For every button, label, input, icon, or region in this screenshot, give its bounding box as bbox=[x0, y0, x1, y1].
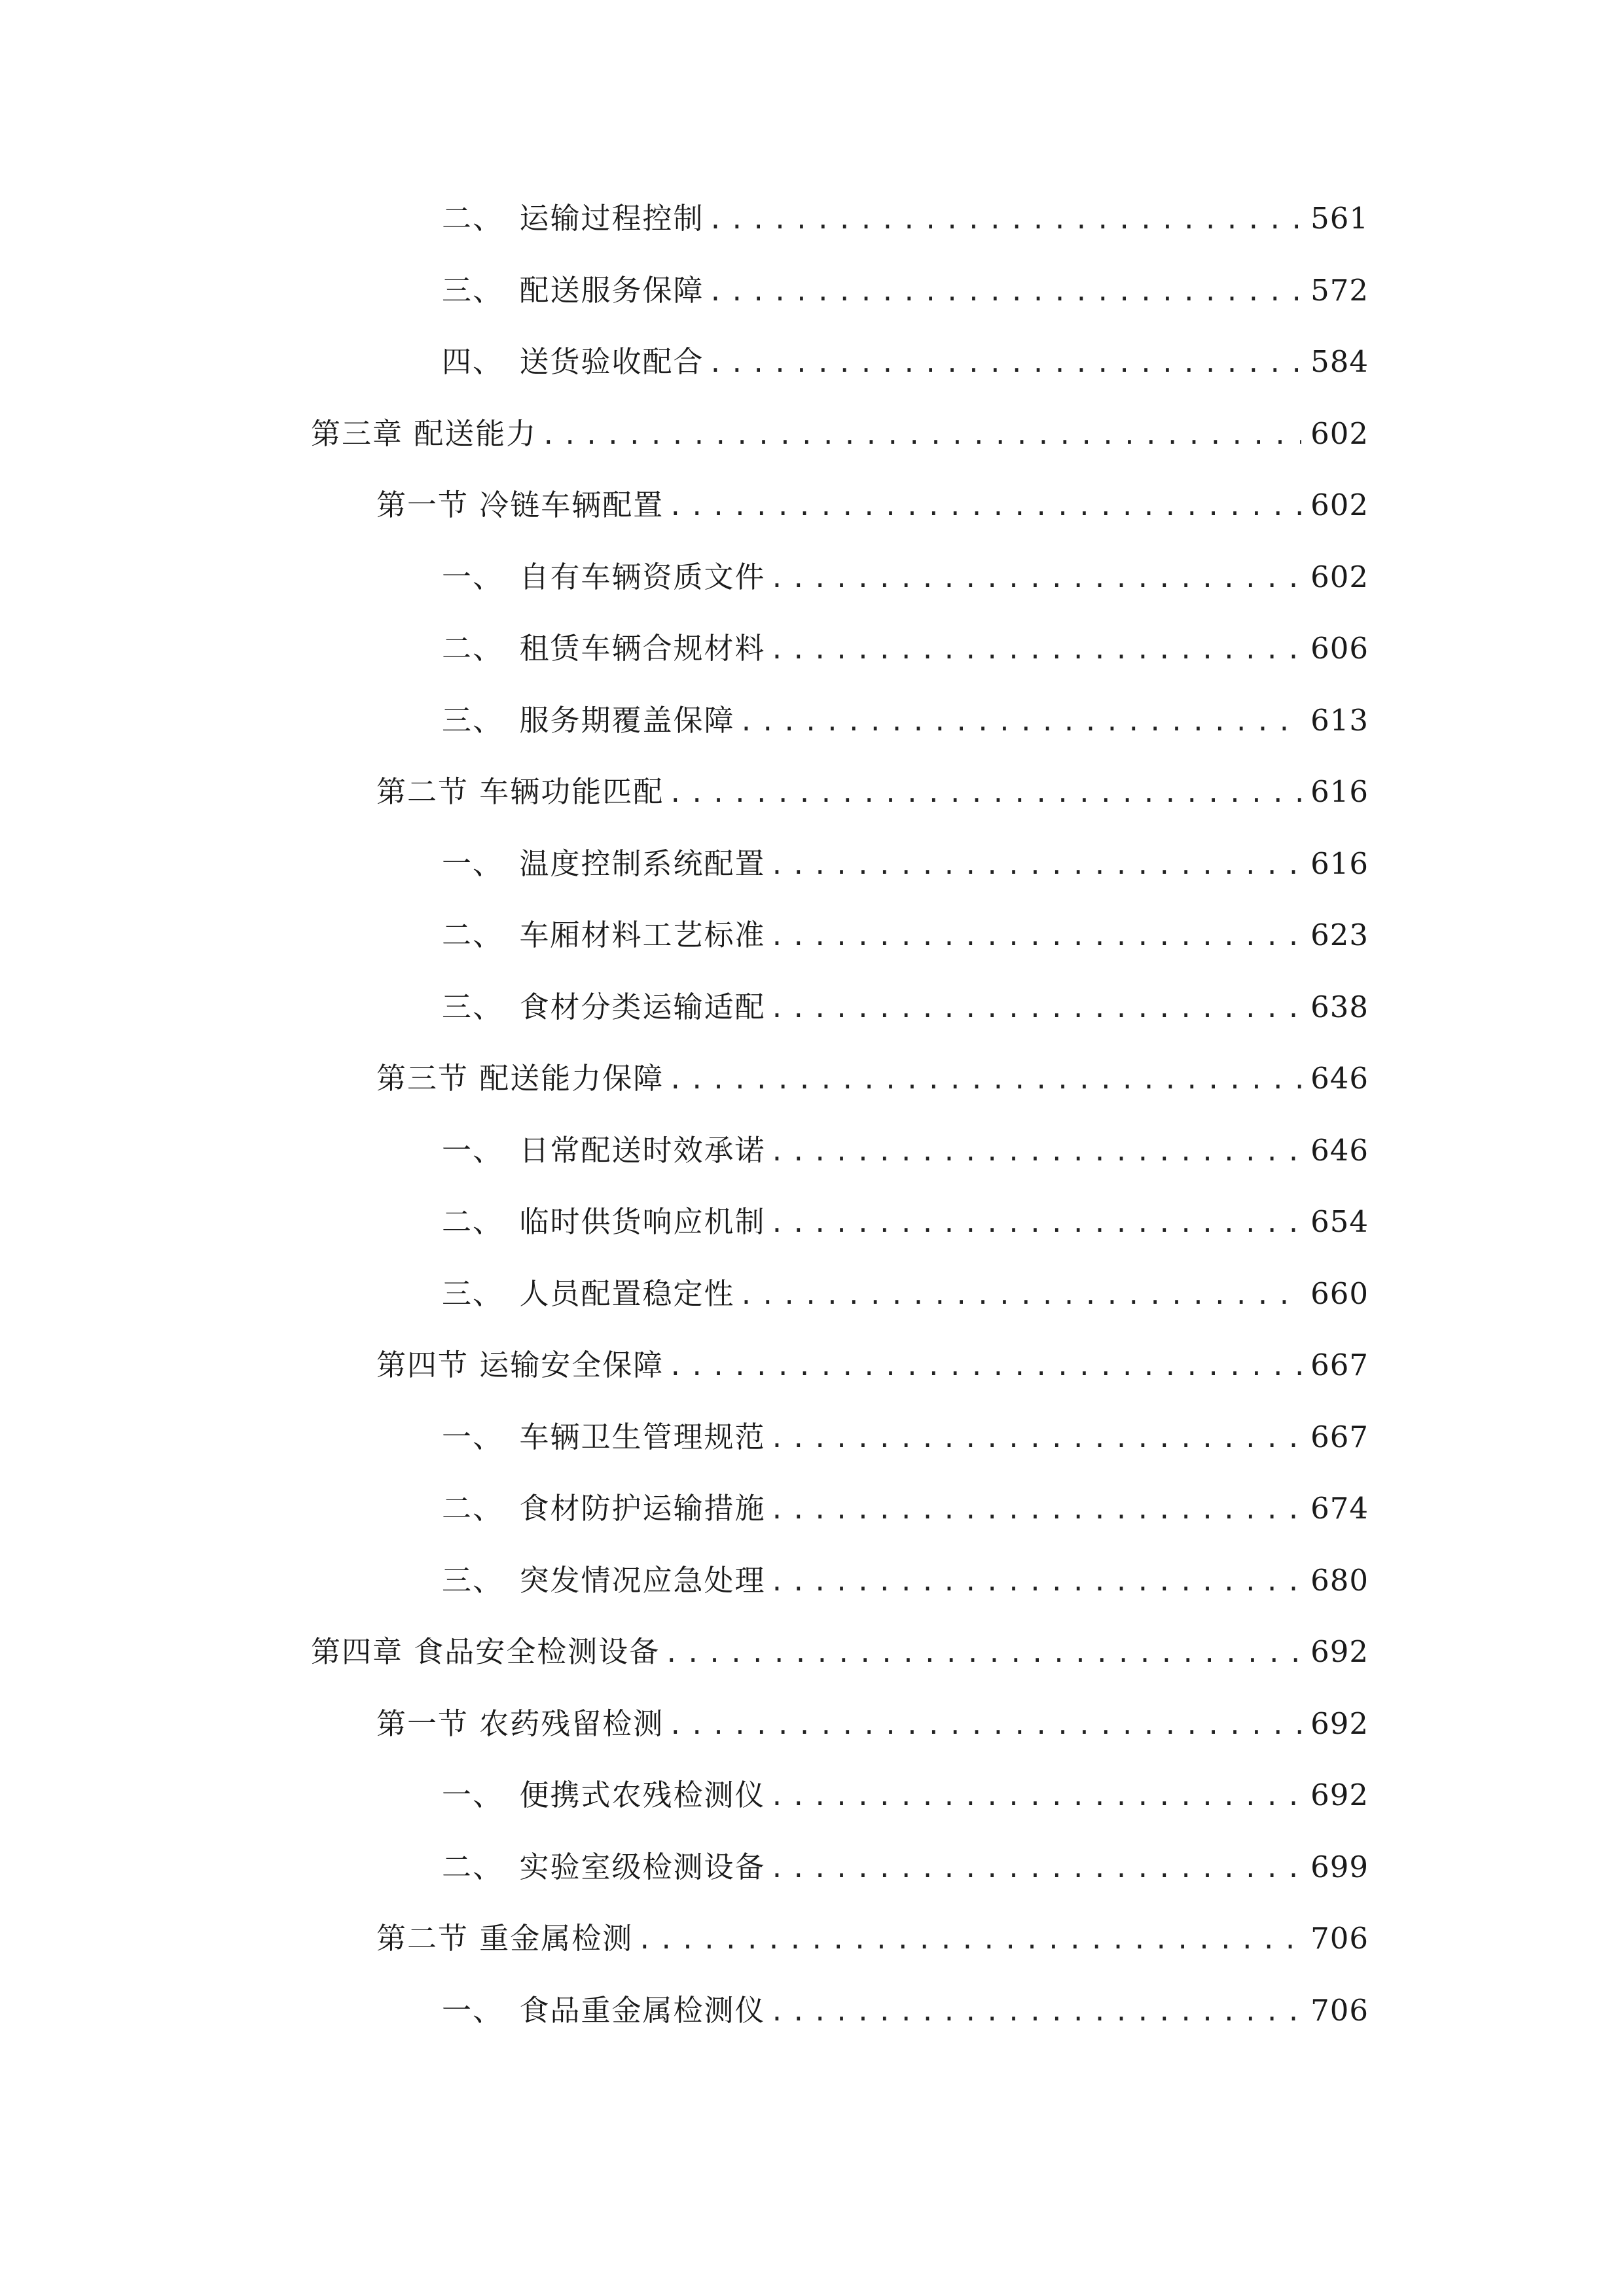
dot-leader bbox=[770, 914, 1302, 960]
toc-page-number: 692 bbox=[1310, 1706, 1369, 1741]
toc-page-number: 602 bbox=[1310, 488, 1369, 522]
dot-leader bbox=[664, 1630, 1301, 1676]
toc-entry-own-vehicle-qualification[interactable] bbox=[442, 554, 1369, 600]
toc-entry-label: 一、 温度控制系统配置 bbox=[442, 846, 766, 881]
toc-page-number: 646 bbox=[1310, 1061, 1369, 1096]
dot-leader bbox=[708, 197, 1302, 243]
dot-leader bbox=[770, 1989, 1302, 2035]
dot-leader bbox=[739, 699, 1302, 745]
toc-entry-compartment-material[interactable] bbox=[442, 912, 1369, 958]
toc-page-number: 692 bbox=[1310, 1634, 1369, 1669]
toc-section-pesticide-residue[interactable] bbox=[376, 1701, 1369, 1747]
toc-entry-label: 第二节 车辆功能匹配 bbox=[376, 774, 664, 809]
toc-page-number: 667 bbox=[1310, 1420, 1369, 1454]
toc-page-number: 616 bbox=[1310, 774, 1369, 809]
dot-leader bbox=[739, 1272, 1302, 1318]
toc-entry-label: 三、 配送服务保障 bbox=[442, 273, 704, 308]
dot-leader bbox=[770, 986, 1302, 1031]
toc-entry-label: 一、 便携式农残检测仪 bbox=[442, 1778, 766, 1812]
toc-page-number: 660 bbox=[1310, 1276, 1369, 1311]
toc-entry-label: 三、 突发情况应急处理 bbox=[442, 1563, 766, 1598]
toc-entry-delivery-acceptance[interactable] bbox=[442, 339, 1369, 385]
toc-entry-label: 三、 服务期覆盖保障 bbox=[442, 703, 735, 738]
toc-page-number: 602 bbox=[1310, 416, 1369, 451]
toc-entry-label: 一、 食品重金属检测仪 bbox=[442, 1993, 766, 2028]
toc-entry-leased-vehicle-compliance[interactable] bbox=[442, 626, 1369, 672]
toc-section-cold-chain-vehicles[interactable] bbox=[376, 482, 1369, 528]
toc-entry-delivery-service-guarantee[interactable] bbox=[442, 268, 1369, 314]
toc-entry-transport-process-control[interactable] bbox=[442, 196, 1369, 242]
dot-leader bbox=[770, 627, 1302, 673]
dot-leader bbox=[770, 556, 1302, 601]
toc-entry-heavy-metal-detector[interactable] bbox=[442, 1988, 1369, 2034]
toc-entry-food-classification-transport[interactable] bbox=[442, 984, 1369, 1030]
dot-leader bbox=[668, 1702, 1301, 1748]
toc-page-number: 654 bbox=[1310, 1204, 1369, 1239]
toc-entry-label: 第一节 冷链车辆配置 bbox=[376, 488, 664, 522]
toc-page-number: 667 bbox=[1310, 1348, 1369, 1382]
toc-section-delivery-capability[interactable] bbox=[376, 1056, 1369, 1102]
toc-entry-daily-delivery-commitment[interactable] bbox=[442, 1128, 1369, 1174]
dot-leader bbox=[770, 1846, 1302, 1892]
dot-leader bbox=[770, 1774, 1302, 1820]
toc-entry-label: 四、 送货验收配合 bbox=[442, 344, 704, 379]
toc-entry-label: 第三章 配送能力 bbox=[311, 416, 537, 451]
dot-leader bbox=[668, 1344, 1301, 1390]
toc-page-number: 623 bbox=[1310, 918, 1369, 952]
dot-leader bbox=[770, 1416, 1302, 1462]
toc-page-number: 602 bbox=[1310, 560, 1369, 594]
toc-page-number: 638 bbox=[1310, 990, 1369, 1024]
dot-leader bbox=[770, 1487, 1302, 1533]
toc-section-vehicle-function[interactable] bbox=[376, 769, 1369, 815]
dot-leader bbox=[708, 340, 1302, 386]
dot-leader bbox=[770, 842, 1302, 888]
toc-entry-staffing-stability[interactable] bbox=[442, 1271, 1369, 1317]
toc-entry-vehicle-hygiene[interactable] bbox=[442, 1414, 1369, 1460]
dot-leader bbox=[770, 1200, 1302, 1246]
toc-page-number: 706 bbox=[1310, 1921, 1369, 1956]
toc-entry-temporary-supply-response[interactable] bbox=[442, 1199, 1369, 1245]
toc-entry-lab-grade-equipment[interactable] bbox=[442, 1844, 1369, 1890]
toc-entry-label: 二、 食材防护运输措施 bbox=[442, 1491, 766, 1526]
toc-chapter-3[interactable] bbox=[311, 411, 1369, 457]
toc-entry-label: 三、 食材分类运输适配 bbox=[442, 990, 766, 1024]
toc-chapter-4[interactable] bbox=[311, 1629, 1369, 1675]
toc-entry-portable-pesticide-detector[interactable] bbox=[442, 1772, 1369, 1818]
dot-leader bbox=[770, 1129, 1302, 1175]
dot-leader bbox=[668, 1057, 1301, 1103]
toc-page-number: 646 bbox=[1310, 1133, 1369, 1168]
toc-entry-temperature-control[interactable] bbox=[442, 841, 1369, 887]
toc-page-number: 699 bbox=[1310, 1850, 1369, 1884]
toc-entry-label: 第三节 配送能力保障 bbox=[376, 1061, 664, 1096]
toc-entry-label: 一、 车辆卫生管理规范 bbox=[442, 1420, 766, 1454]
toc-entry-label: 第一节 农药残留检测 bbox=[376, 1706, 664, 1741]
toc-entry-label: 二、 临时供货响应机制 bbox=[442, 1204, 766, 1239]
toc-entry-label: 二、 租赁车辆合规材料 bbox=[442, 631, 766, 666]
toc-page-number: 613 bbox=[1310, 703, 1369, 738]
toc-page-number: 561 bbox=[1310, 201, 1369, 236]
toc-entry-label: 二、 车厢材料工艺标准 bbox=[442, 918, 766, 952]
toc-page-number: 706 bbox=[1310, 1993, 1369, 2028]
dot-leader bbox=[637, 1917, 1301, 1963]
toc-entry-service-period-coverage[interactable] bbox=[442, 698, 1369, 744]
toc-page-number: 674 bbox=[1310, 1491, 1369, 1526]
toc-section-transport-safety[interactable] bbox=[376, 1342, 1369, 1388]
toc-entry-label: 第四节 运输安全保障 bbox=[376, 1348, 664, 1382]
toc-section-heavy-metal[interactable] bbox=[376, 1916, 1369, 1962]
dot-leader bbox=[668, 770, 1301, 816]
toc-page-number: 584 bbox=[1310, 344, 1369, 379]
toc-entry-label: 一、 日常配送时效承诺 bbox=[442, 1133, 766, 1168]
toc-page-number: 616 bbox=[1310, 846, 1369, 881]
toc-entry-label: 二、 运输过程控制 bbox=[442, 201, 704, 236]
toc-page-number: 572 bbox=[1310, 273, 1369, 308]
toc-page-number: 692 bbox=[1310, 1778, 1369, 1812]
dot-leader bbox=[708, 269, 1302, 315]
toc-entry-label: 第二节 重金属检测 bbox=[376, 1921, 634, 1956]
dot-leader bbox=[770, 1559, 1302, 1605]
dot-leader bbox=[668, 484, 1301, 529]
toc-entry-emergency-handling[interactable] bbox=[442, 1558, 1369, 1604]
toc-page-number: 680 bbox=[1310, 1563, 1369, 1598]
toc-entry-label: 二、 实验室级检测设备 bbox=[442, 1850, 766, 1884]
toc-entry-label: 三、 人员配置稳定性 bbox=[442, 1276, 735, 1311]
toc-entry-label: 一、 自有车辆资质文件 bbox=[442, 560, 766, 594]
toc-entry-food-protection-transport[interactable] bbox=[442, 1486, 1369, 1532]
dot-leader bbox=[541, 412, 1301, 458]
toc-page-number: 606 bbox=[1310, 631, 1369, 666]
toc-entry-label: 第四章 食品安全检测设备 bbox=[311, 1634, 660, 1669]
